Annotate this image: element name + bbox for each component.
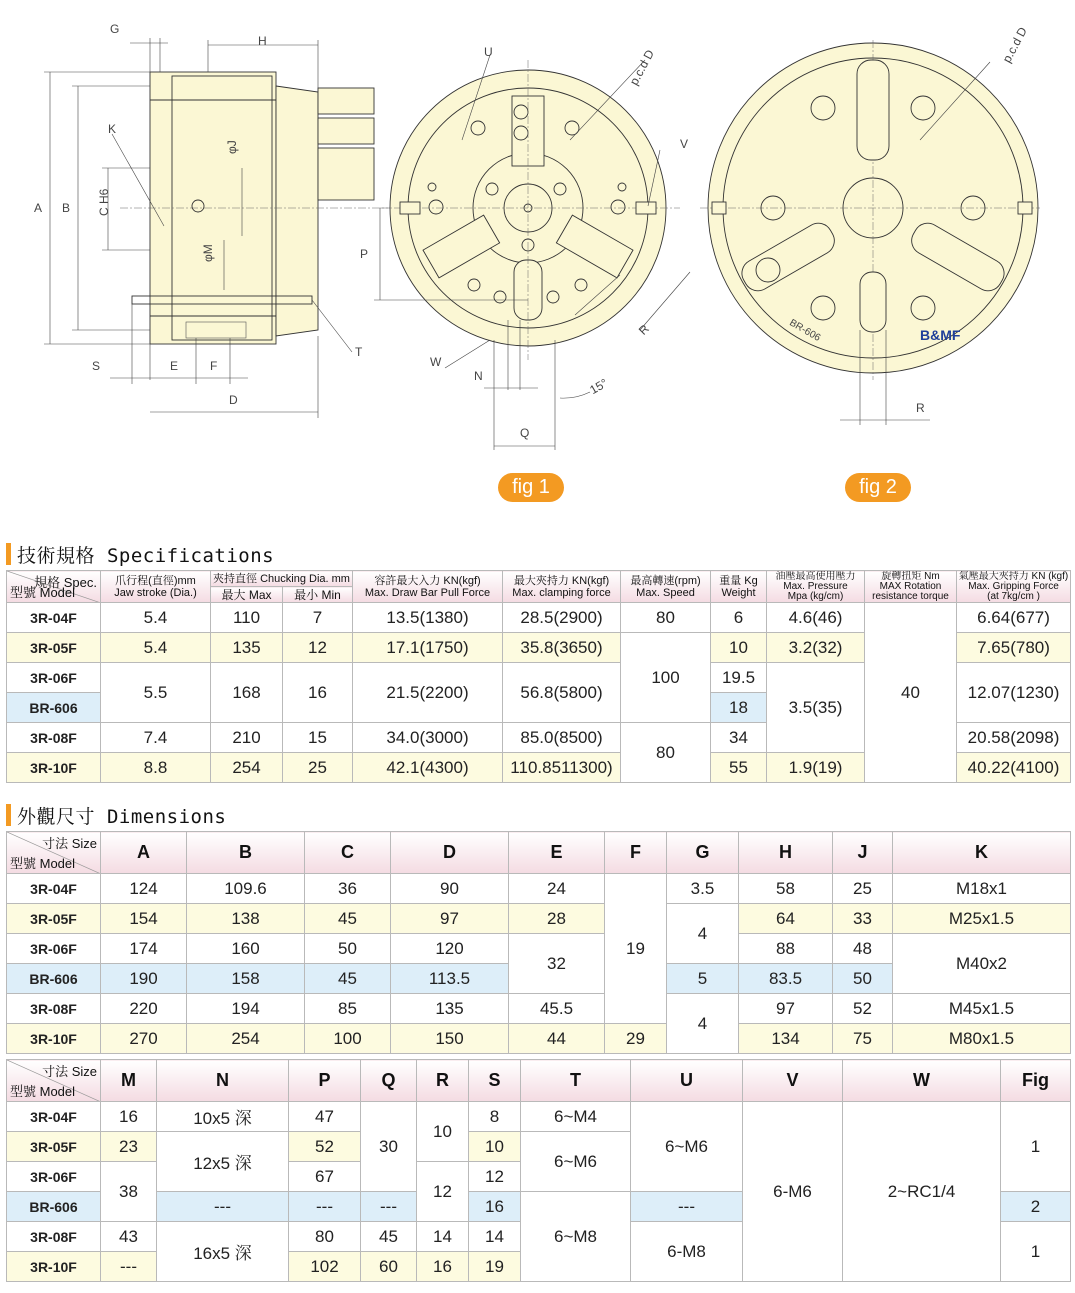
table-cell: 3.2(32) xyxy=(767,633,865,663)
table-cell: 56.8(5800) xyxy=(503,663,621,723)
table-cell: 85 xyxy=(305,994,391,1024)
column-header: M xyxy=(101,1060,157,1102)
table-cell: --- xyxy=(101,1252,157,1282)
table-cell: 16x5 深 xyxy=(157,1222,289,1282)
table-cell: 12x5 深 xyxy=(157,1132,289,1192)
column-header: P xyxy=(289,1060,361,1102)
table-cell: 16 xyxy=(101,1102,157,1132)
svg-text:S: S xyxy=(92,359,101,373)
svg-text:C H6: C H6 xyxy=(97,188,111,216)
table-cell: BR-606 xyxy=(7,1192,101,1222)
table-cell: 1 xyxy=(1001,1222,1071,1282)
table-cell: 154 xyxy=(101,904,187,934)
table-cell: 6-M8 xyxy=(631,1222,743,1282)
model-cell: 3R-08F xyxy=(7,723,101,753)
table-cell: 97 xyxy=(739,994,833,1024)
table-cell: 150 xyxy=(391,1024,509,1054)
technical-drawing xyxy=(0,0,1075,515)
table-cell: 3R-04F xyxy=(7,1102,101,1132)
table-cell: 15 xyxy=(283,723,353,753)
svg-text:B: B xyxy=(62,201,71,215)
specifications-table xyxy=(6,570,1071,783)
column-header: A xyxy=(101,832,187,874)
table-cell: 52 xyxy=(833,994,893,1024)
table-cell: 64 xyxy=(739,904,833,934)
table-cell: 18 xyxy=(711,693,767,723)
column-header: F xyxy=(605,832,667,874)
table-cell: 6 xyxy=(711,603,767,633)
table-cell: 48 xyxy=(833,934,893,964)
table-cell: 5.4 xyxy=(101,633,211,663)
table-cell: 2~RC1/4 xyxy=(843,1102,1001,1282)
table-cell: 20.58(2098) xyxy=(957,723,1071,753)
svg-text:φJ: φJ xyxy=(225,140,239,154)
table-cell: 2 xyxy=(1001,1192,1071,1222)
table-cell: 3R-05F xyxy=(7,904,101,934)
table-cell: M18x1 xyxy=(893,874,1071,904)
column-header: Q xyxy=(361,1060,417,1102)
column-header: 油壓最高使用壓力 Max. Pressure Mpa (kg/cm) xyxy=(767,571,865,603)
table-cell: 40 xyxy=(865,603,957,783)
svg-text:N: N xyxy=(474,369,483,383)
table-cell: 110 xyxy=(211,603,283,633)
side-view xyxy=(34,22,400,418)
table-cell: 109.6 xyxy=(187,874,305,904)
table-cell: 10 xyxy=(469,1132,521,1162)
table-cell: 19 xyxy=(469,1252,521,1282)
table-cell: M45x1.5 xyxy=(893,994,1071,1024)
table-cell: 16 xyxy=(283,663,353,723)
table-cell: 23 xyxy=(101,1132,157,1162)
model-cell: 3R-05F xyxy=(7,633,101,663)
table-cell: 16 xyxy=(469,1192,521,1222)
table-cell: 10 xyxy=(417,1102,469,1162)
table-cell: 12 xyxy=(417,1162,469,1222)
table-cell: 67 xyxy=(289,1162,361,1192)
table-cell: --- xyxy=(631,1192,743,1222)
table-cell: 4 xyxy=(667,904,739,964)
table-cell: 194 xyxy=(187,994,305,1024)
svg-text:p.c.d D: p.c.d D xyxy=(999,24,1030,65)
svg-text:D: D xyxy=(229,393,238,407)
table-cell: 3.5(35) xyxy=(767,663,865,753)
table-cell: 158 xyxy=(187,964,305,994)
table-cell: 80 xyxy=(621,723,711,783)
table-cell: 45 xyxy=(305,904,391,934)
table-cell: 6.64(677) xyxy=(957,603,1071,633)
table-cell: 6~M6 xyxy=(521,1132,631,1192)
table-cell: 6~M4 xyxy=(521,1102,631,1132)
table-cell: 134 xyxy=(739,1024,833,1054)
svg-text:G: G xyxy=(110,22,120,36)
table-cell: 3R-06F xyxy=(7,1162,101,1192)
dims-corner-header: 寸法 Size 型號 Model xyxy=(7,832,101,874)
table-cell: 6~M6 xyxy=(631,1102,743,1192)
svg-text:φM: φM xyxy=(201,244,215,262)
specifications-title: 技術規格 Specifications xyxy=(6,542,274,566)
table-cell: 254 xyxy=(211,753,283,783)
svg-text:V: V xyxy=(680,137,689,151)
table-cell: 113.5 xyxy=(391,964,509,994)
table-cell: 220 xyxy=(101,994,187,1024)
table-cell: 10 xyxy=(711,633,767,663)
table-cell: 3R-06F xyxy=(7,934,101,964)
table-cell: 28.5(2900) xyxy=(503,603,621,633)
table-cell: 83.5 xyxy=(739,964,833,994)
column-header: 氣壓最大夾持力 KN (kgf) Max. Gripping Force (at 7kg/cm ) xyxy=(957,571,1071,603)
table-cell: 120 xyxy=(391,934,509,964)
table-cell: 8.8 xyxy=(101,753,211,783)
column-header: 最大夾持力 KN(kgf) Max. clamping force xyxy=(503,571,621,603)
dimensions-table-1 xyxy=(6,831,1071,1054)
svg-text:E: E xyxy=(170,359,179,373)
table-cell: 45 xyxy=(361,1222,417,1252)
spec-corner-header: 規格 Spec. 型號 Model xyxy=(7,571,101,603)
table-cell: 21.5(2200) xyxy=(353,663,503,723)
table-cell: 16 xyxy=(417,1252,469,1282)
column-header: 容許最大入力 KN(kgf) Max. Draw Bar Pull Force xyxy=(353,571,503,603)
table-cell: 210 xyxy=(211,723,283,753)
dimensions-table-2 xyxy=(6,1059,1071,1282)
table-cell: 32 xyxy=(509,934,605,994)
table-cell: 100 xyxy=(621,633,711,723)
table-cell: 3R-08F xyxy=(7,994,101,1024)
table-cell: 3.5 xyxy=(667,874,739,904)
column-header: V xyxy=(743,1060,843,1102)
table-cell: 19.5 xyxy=(711,663,767,693)
table-cell: 174 xyxy=(101,934,187,964)
table-cell: 12 xyxy=(469,1162,521,1192)
table-cell: 30 xyxy=(361,1102,417,1192)
table-cell: 60 xyxy=(361,1252,417,1282)
dims2-corner-header: 寸法 Size 型號 Model xyxy=(7,1060,101,1102)
table-cell: 90 xyxy=(391,874,509,904)
svg-text:A: A xyxy=(34,201,43,215)
table-cell: 29 xyxy=(605,1024,667,1054)
table-cell: 19 xyxy=(605,874,667,1024)
table-cell: 28 xyxy=(509,904,605,934)
column-header: D xyxy=(391,832,509,874)
table-cell: BR-606 xyxy=(7,964,101,994)
table-cell: 5.4 xyxy=(101,603,211,633)
table-cell: 17.1(1750) xyxy=(353,633,503,663)
table-cell: 100 xyxy=(305,1024,391,1054)
table-cell: 42.1(4300) xyxy=(353,753,503,783)
svg-text:W: W xyxy=(430,355,442,369)
fig1-front-view xyxy=(360,45,690,450)
column-header: 爪行程(直徑)mm Jaw stroke (Dia.) xyxy=(101,571,211,603)
svg-text:K: K xyxy=(108,122,117,136)
column-header: U xyxy=(631,1060,743,1102)
svg-text:P: P xyxy=(360,247,369,261)
table-cell: 3R-08F xyxy=(7,1222,101,1252)
svg-text:U: U xyxy=(484,45,493,59)
table-cell: 7.65(780) xyxy=(957,633,1071,663)
column-header: G xyxy=(667,832,739,874)
table-cell: 168 xyxy=(211,663,283,723)
table-cell: 12.07(1230) xyxy=(957,663,1071,723)
model-cell: 3R-04F xyxy=(7,603,101,633)
table-cell: 97 xyxy=(391,904,509,934)
table-cell: 135 xyxy=(391,994,509,1024)
table-cell: 24 xyxy=(509,874,605,904)
table-cell: 135 xyxy=(211,633,283,663)
column-header: C xyxy=(305,832,391,874)
table-cell: 13.5(1380) xyxy=(353,603,503,633)
column-header: J xyxy=(833,832,893,874)
column-header: 重量 Kg Weight xyxy=(711,571,767,603)
table-cell: M80x1.5 xyxy=(893,1024,1071,1054)
svg-text:Q: Q xyxy=(520,426,530,440)
table-cell: 25 xyxy=(833,874,893,904)
svg-text:15°: 15° xyxy=(587,375,611,398)
table-cell: 80 xyxy=(621,603,711,633)
column-header: 夾持直徑 Chucking Dia. mm xyxy=(211,571,353,587)
fig2-front-view xyxy=(700,25,1040,425)
table-cell: 5.5 xyxy=(101,663,211,723)
table-cell: 25 xyxy=(283,753,353,783)
model-cell: BR-606 xyxy=(7,693,101,723)
table-cell: 110.8511300) xyxy=(503,753,621,783)
table-cell: 43 xyxy=(101,1222,157,1252)
table-cell: 14 xyxy=(469,1222,521,1252)
svg-text:p.c.d D: p.c.d D xyxy=(626,47,657,88)
table-cell: --- xyxy=(157,1192,289,1222)
column-header: S xyxy=(469,1060,521,1102)
table-cell: 40.22(4100) xyxy=(957,753,1071,783)
column-header: R xyxy=(417,1060,469,1102)
table-cell: 50 xyxy=(833,964,893,994)
table-cell: 8 xyxy=(469,1102,521,1132)
table-cell: 3R-04F xyxy=(7,874,101,904)
column-header: T xyxy=(521,1060,631,1102)
table-cell: M40x2 xyxy=(893,934,1071,994)
column-header: Fig xyxy=(1001,1060,1071,1102)
column-header: H xyxy=(739,832,833,874)
table-cell: 7 xyxy=(283,603,353,633)
table-cell: 4 xyxy=(667,994,739,1054)
column-header: W xyxy=(843,1060,1001,1102)
table-cell: --- xyxy=(361,1192,417,1222)
column-header: N xyxy=(157,1060,289,1102)
table-cell: 3R-05F xyxy=(7,1132,101,1162)
table-cell: 124 xyxy=(101,874,187,904)
table-cell: 45 xyxy=(305,964,391,994)
table-cell: 50 xyxy=(305,934,391,964)
table-cell: 102 xyxy=(289,1252,361,1282)
table-cell: 190 xyxy=(101,964,187,994)
table-cell: 35.8(3650) xyxy=(503,633,621,663)
column-header: K xyxy=(893,832,1071,874)
dimensions-title: 外觀尺寸 Dimensions xyxy=(6,803,226,827)
table-cell: 14 xyxy=(417,1222,469,1252)
table-cell: 1 xyxy=(1001,1102,1071,1192)
table-cell: 6-M6 xyxy=(743,1102,843,1282)
table-cell: 75 xyxy=(833,1024,893,1054)
table-cell: 5 xyxy=(667,964,739,994)
svg-text:T: T xyxy=(355,345,363,359)
table-cell: 38 xyxy=(101,1162,157,1222)
svg-text:F: F xyxy=(210,359,218,373)
model-cell: 3R-10F xyxy=(7,753,101,783)
table-cell: 254 xyxy=(187,1024,305,1054)
table-cell: 36 xyxy=(305,874,391,904)
table-cell: 160 xyxy=(187,934,305,964)
column-header: 旋轉扭矩 Nm MAX Rotation resistance torque xyxy=(865,571,957,603)
table-cell: M25x1.5 xyxy=(893,904,1071,934)
column-header: 最大 Max xyxy=(211,587,283,603)
table-cell: 44 xyxy=(509,1024,605,1054)
svg-text:R: R xyxy=(916,401,925,415)
table-cell: 12 xyxy=(283,633,353,663)
table-cell: 270 xyxy=(101,1024,187,1054)
table-cell: 7.4 xyxy=(101,723,211,753)
svg-text:H: H xyxy=(258,34,267,48)
table-cell: --- xyxy=(289,1192,361,1222)
table-cell: 10x5 深 xyxy=(157,1102,289,1132)
svg-text:B&MF: B&MF xyxy=(920,327,961,343)
table-cell: 45.5 xyxy=(509,994,605,1024)
svg-text:R: R xyxy=(635,321,652,338)
column-header: B xyxy=(187,832,305,874)
column-header: 最小 Min xyxy=(283,587,353,603)
table-cell: 80 xyxy=(289,1222,361,1252)
column-header: 最高轉速(rpm) Max. Speed xyxy=(621,571,711,603)
model-cell: 3R-06F xyxy=(7,663,101,693)
table-cell: 1.9(19) xyxy=(767,753,865,783)
table-cell: 33 xyxy=(833,904,893,934)
table-cell: 34 xyxy=(711,723,767,753)
table-cell: 3R-10F xyxy=(7,1252,101,1282)
table-cell: 6~M8 xyxy=(521,1192,631,1282)
fig2-label: fig 2 xyxy=(845,473,911,502)
table-cell: 55 xyxy=(711,753,767,783)
fig1-label: fig 1 xyxy=(498,473,564,502)
svg-text:BR-606: BR-606 xyxy=(787,317,823,344)
table-cell: 58 xyxy=(739,874,833,904)
table-cell: 85.0(8500) xyxy=(503,723,621,753)
table-cell: 138 xyxy=(187,904,305,934)
table-cell: 34.0(3000) xyxy=(353,723,503,753)
table-cell: 4.6(46) xyxy=(767,603,865,633)
table-cell: 47 xyxy=(289,1102,361,1132)
column-header: E xyxy=(509,832,605,874)
table-cell: 52 xyxy=(289,1132,361,1162)
table-cell: 88 xyxy=(739,934,833,964)
table-cell: 3R-10F xyxy=(7,1024,101,1054)
